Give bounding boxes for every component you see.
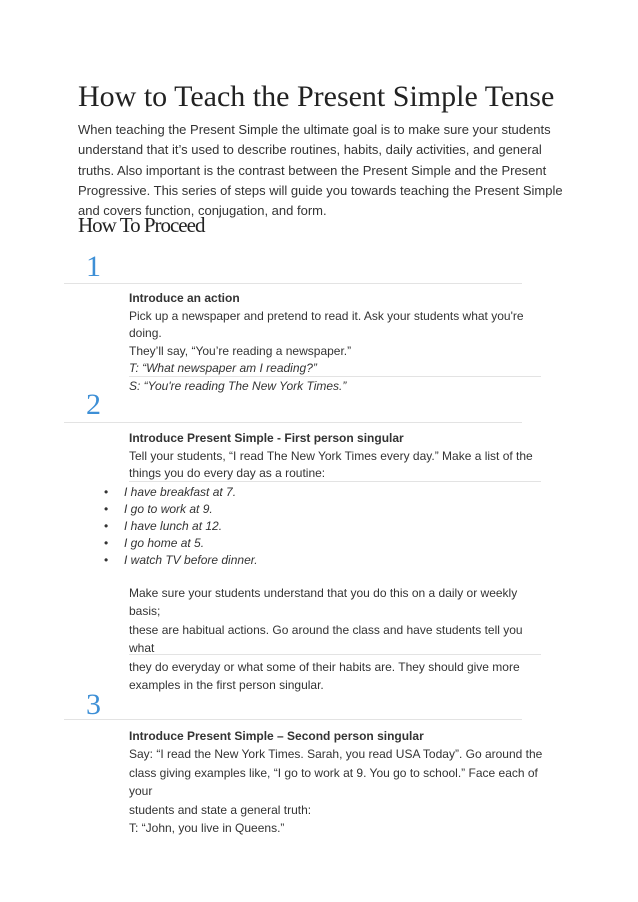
step-2-after-line: these are habitual actions. Go around the class and have students tell you what xyxy=(129,622,523,656)
step-2-after xyxy=(129,584,549,694)
step-3-content xyxy=(129,727,559,837)
step-1-dialog-student: S: “You're reading The New York Times.” xyxy=(129,378,347,393)
step-1-heading: Introduce an action xyxy=(129,291,240,305)
step-2-rule xyxy=(64,422,522,423)
step-3-rule xyxy=(64,719,522,720)
page-title: How to Teach the Present Simple Tense xyxy=(78,80,555,113)
step-1-number: 1 xyxy=(86,250,101,283)
step-2-line: things you do every day as a routine: xyxy=(129,466,326,481)
step-2-after-line: examples in the first person singular. xyxy=(129,678,324,693)
step-1-line: Pick up a newspaper and pretend to read it. Ask your students what you're doing. xyxy=(129,308,524,341)
step-2-heading: Introduce Present Simple - First person singular xyxy=(129,431,404,445)
list-item: • I go to work at 9. xyxy=(104,502,213,516)
section-heading: How To Proceed xyxy=(78,213,205,237)
step-2-mid-rule xyxy=(129,481,541,482)
step-2-end-rule xyxy=(129,654,541,655)
step-1-rule xyxy=(64,283,522,284)
step-1-end-rule xyxy=(129,376,541,377)
step-2-line: Tell your students, “I read The New York Times every day.” Make a list of the xyxy=(129,448,533,463)
step-3-line: students and state a general truth: xyxy=(129,802,312,817)
step-3-number: 3 xyxy=(86,688,101,721)
list-item: • I have breakfast at 7. xyxy=(104,485,237,499)
step-2-after-line: they do everyday or what some of their habits are. They should give more xyxy=(129,659,520,674)
list-item: • I go home at 5. xyxy=(104,536,205,550)
step-1-content xyxy=(129,290,549,396)
step-2-content xyxy=(129,430,549,483)
step-1-line: They’ll say, “You’re reading a newspaper.” xyxy=(129,343,352,358)
list-item: • I watch TV before dinner. xyxy=(104,553,258,567)
routine-list xyxy=(100,484,258,569)
step-3-heading: Introduce Present Simple – Second person singular xyxy=(129,729,424,743)
step-2-number: 2 xyxy=(86,388,101,421)
step-3-line: class giving examples like, “I go to work at 9. You go to school.” Face each of your xyxy=(129,765,538,799)
step-1-dialog-teacher: T: “What newspaper am I reading?” xyxy=(129,361,317,376)
intro-paragraph: When teaching the Present Simple the ultimate goal is to make sure your students understand that it’s used to describe routines, habits, daily activities, and general truths. Also important is the contrast between the Present Simple and the Present Progressive. This series of steps will guide you towards teaching the Present Simple and covers function, conjugation, and form. xyxy=(78,122,563,219)
step-2-after-line: Make sure your students understand that you do this on a daily or weekly basis; xyxy=(129,586,518,619)
step-3-line: T: “John, you live in Queens.” xyxy=(129,821,285,836)
step-3-line: Say: “I read the New York Times. Sarah, you read USA Today”. Go around the xyxy=(129,747,543,762)
list-item: • I have lunch at 12. xyxy=(104,519,223,533)
